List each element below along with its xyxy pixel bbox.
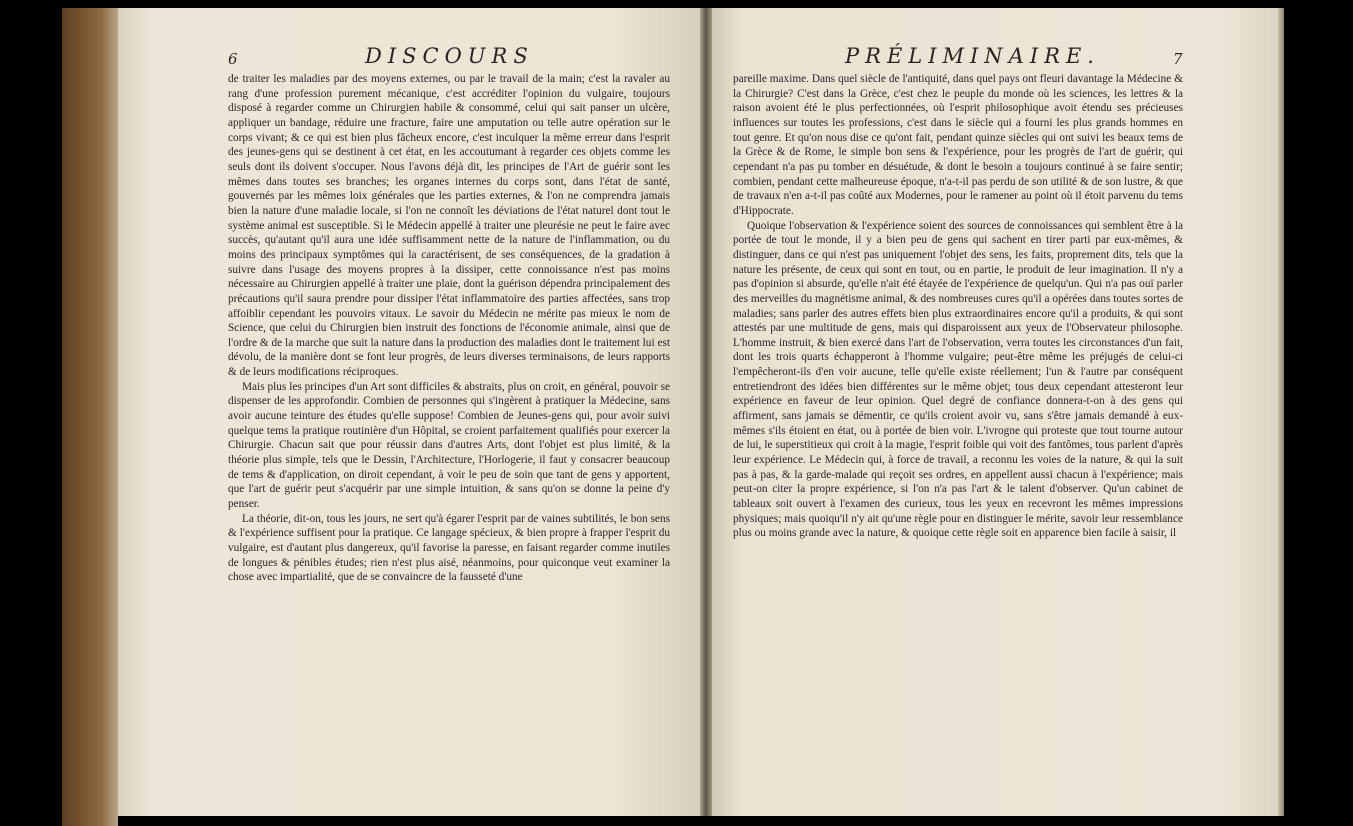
left-paragraph-1: de traiter les maladies par des moyens externes, ou par le travail de la main; c'est la ravaler au rang d'une profession purement mécanique, c'est accréditer l'opinion du vulgaire, toujours disposé à regarder comme un Chirurgien habile & consommé, celui qui sait panser un ulcère, appliquer un bandage, réduire une fracture, faire une amputation ou telle autre opération sur le corps vivant; & ce qui est bien plus fâcheux encore, c'est inculquer la même erreur dans l'esprit des jeunes-gens qui se destinent à cet état, en les accoutumant à regarder ces objets comme les seuls dont ils doivent s'occuper. Nous l'avons déjà dit, les principes de l'Art de guérir sont les mêmes dans toutes ses branches; les organes internes du corps sont, dans l'état de santé, gouvernés par les mêmes loix générales que les parties externes, & l'on ne comprendra jamais bien la nature d'une maladie locale, si l'on ne connoît les déviations de l'état naturel dont tout le système animal est susceptible. Si le Médecin appellé à traiter une pleurésie ne peut le faire avec succès, qu'autant qu'il aura une idée suffisamment nette de la nature de l'inflammation, ou du moins des principaux symptômes qui la caractérisent, de ses conséquences, de la gradation à suivre dans l'usage des moyens propres à la dissiper, cette connoissance n'est pas moins nécessaire au Chirurgien appellé à traiter une plaie, dont la guérison dépendra principalement des précautions qu'il saura prendre pour dissiper l'état inflammatoire des parties affectées, sans trop affoiblir cependant les pouvoirs vitaux. Le savoir du Médecin ne mérite pas mieux le nom de Science, que celui du Chirurgien bien instruit des fonctions de l'économie animale, ainsi que de l'ordre & de la marche que suit la nature dans la production des maladies dont le traitement lui est dévolu, de la manière dont se font leur progrès, de leurs diverses terminaisons, de leurs rapports & de leurs modifications réciproques.	[228, 73, 670, 379]
book-binding	[62, 8, 118, 826]
left-paragraph-2: Mais plus les principes d'un Art sont difficiles & abstraits, plus on croit, en général, pouvoir se dispenser de les approfondir. Combien de personnes qui s'ingèrent à pratiquer la Médecine, sans avoir aucune teinture des études qu'elle suppose! Combien de Jeunes-gens qui, pour avoir suivi quelque tems la pratique routinière d'un Hôpital, se croient parfaitement qualifiés pour exercer la Chirurgie. Chacun sait que pour réussir dans d'autres Arts, dont l'objet est plus limité, & la théorie plus simple, tels que le Dessin, l'Architecture, l'Horlogerie, il faut y consacrer beaucoup de tems & d'application, on diroit cependant, à voir le peu de soin que tant de gens y apportent, que l'art de guérir peut s'acquérir par une simple intuition, & sans qu'on se donne la peine d'y penser.	[228, 380, 670, 511]
left-paragraph-3: La théorie, dit-on, tous les jours, ne sert qu'à égarer l'esprit par de vaines subtilités, le bon sens & l'expérience suffisent pour la pratique. Ce langage spécieux, & bien propre à frapper l'esprit du vulgaire, est d'autant plus dangereux, qu'il favorise la paresse, en faisant regarder comme inutiles de longues & pénibles études; rien n'est plus aisé, néanmoins, pour quiconque veut examiner la chose avec impartialité, que de se convaincre de la fausseté d'une	[228, 512, 670, 584]
page-edge	[1278, 8, 1284, 816]
right-running-head: PRÉLIMINAIRE.	[845, 44, 1100, 68]
right-paragraph-1: pareille maxime. Dans quel siècle de l'antiquité, dans quel pays ont fleuri davantage la Médecine & la Chirurgie? C'est dans la Grèce, c'est chez le peuple du monde où les sciences, les lettres & la raison avoient été le plus perfectionnées, où l'esprit philosophique avoit étendu ses précieuses influences sur toutes les professions, c'est dans le siècle qui a fourni les plus grands hommes en tout genre. Et qu'on nous dise ce qu'ont fait, pendant quinze siècles qui ont suivi les beaux tems de la Grèce & de Rome, le simple bon sens & l'expérience, pour les progrès de l'art de guérir, qui cependant n'a pas pu tomber en désuétude, & dont le besoin a toujours continué à se faire sentir; combien, pendant cette malheureuse époque, n'a-t-il pas perdu de son utilité & de son lustre, & que de travaux n'en a-t-il pas coûté aux Modernes, pour le ramener au point où il étoit parvenu du tems d'Hippocrate.	[733, 73, 1183, 217]
book-gutter	[700, 8, 712, 816]
left-body-text	[228, 72, 670, 585]
right-folio: 7	[1173, 50, 1183, 68]
left-running-head: DISCOURS	[365, 44, 534, 68]
left-folio: 6	[228, 50, 238, 68]
right-paragraph-2: Quoique l'observation & l'expérience soient des sources de connoissances qui semblent être à la portée de tout le monde, il y a bien peu de gens qui sachent en tirer parti par eux-mêmes, & distinguer, dans ce qui n'est pas uniquement l'objet des sens, les faits, proprement dits, tels que la nature les présente, de ceux qui sont en tout, ou en partie, le produit de leur imagination. Il n'y a pas d'opinion si absurde, qu'elle n'ait été étayée de l'expérience de quelqu'un. Qui n'a pas ouï parler des merveilles du magnétisme animal, & des nombreuses cures qu'il a opérées dans toutes sortes de maladies; sans parler des autres effets bien plus extraordinaires encore qu'il a produits, & qui sont attestés par une multitude de gens, mais qui disparoissent aux yeux de l'Observateur philosophe. L'homme instruit, & bien exercé dans l'art de l'observation, verra toutes les circonstances d'un fait, dont les trois quarts échapperont à l'homme vulgaire; peut-être même les préjugés de celui-ci l'empêcheront-ils d'en voir aucune, telle qu'elle existe réellement; l'un & l'autre par conséquent entretiendront des idées bien différentes sur le même objet; tous deux cependant attesteront leur expérience en faveur de leur opinion. Quel degré de confiance donnera-t-on à des gens qui affirment, sans jamais se démentir, ce qu'ils croient avoir vu, sans s'être jamais demandé à eux-mêmes s'ils étoient en état, ou à portée de bien voir. L'ivrogne qui proteste que tout tourne autour de lui, le superstitieux qui croit à la magie, l'esprit foible qui voit des fantômes, tous parlent d'après leur expérience. Le Médecin qui, à force de travail, a reconnu les voies de la nature, & qui la suit pas à pas, & la garde-malade qui reçoit ses ordres, en appellent aussi chacun à l'expérience; mais peut-on citer la propre expérience, si l'on n'a pas l'art & le talent d'observer. Qu'un cabinet de tableaux soit ouvert à l'examen des curieux, tous les yeux en recevront les mêmes impressions physiques; mais quoiqu'il n'y ait qu'une règle pour en distinguer le mérite, savoir leur ressemblance plus ou moins grande avec la nature, & quoique cette règle soit en apparence bien facile à saisir, il	[733, 219, 1183, 540]
right-body-text	[733, 72, 1183, 541]
